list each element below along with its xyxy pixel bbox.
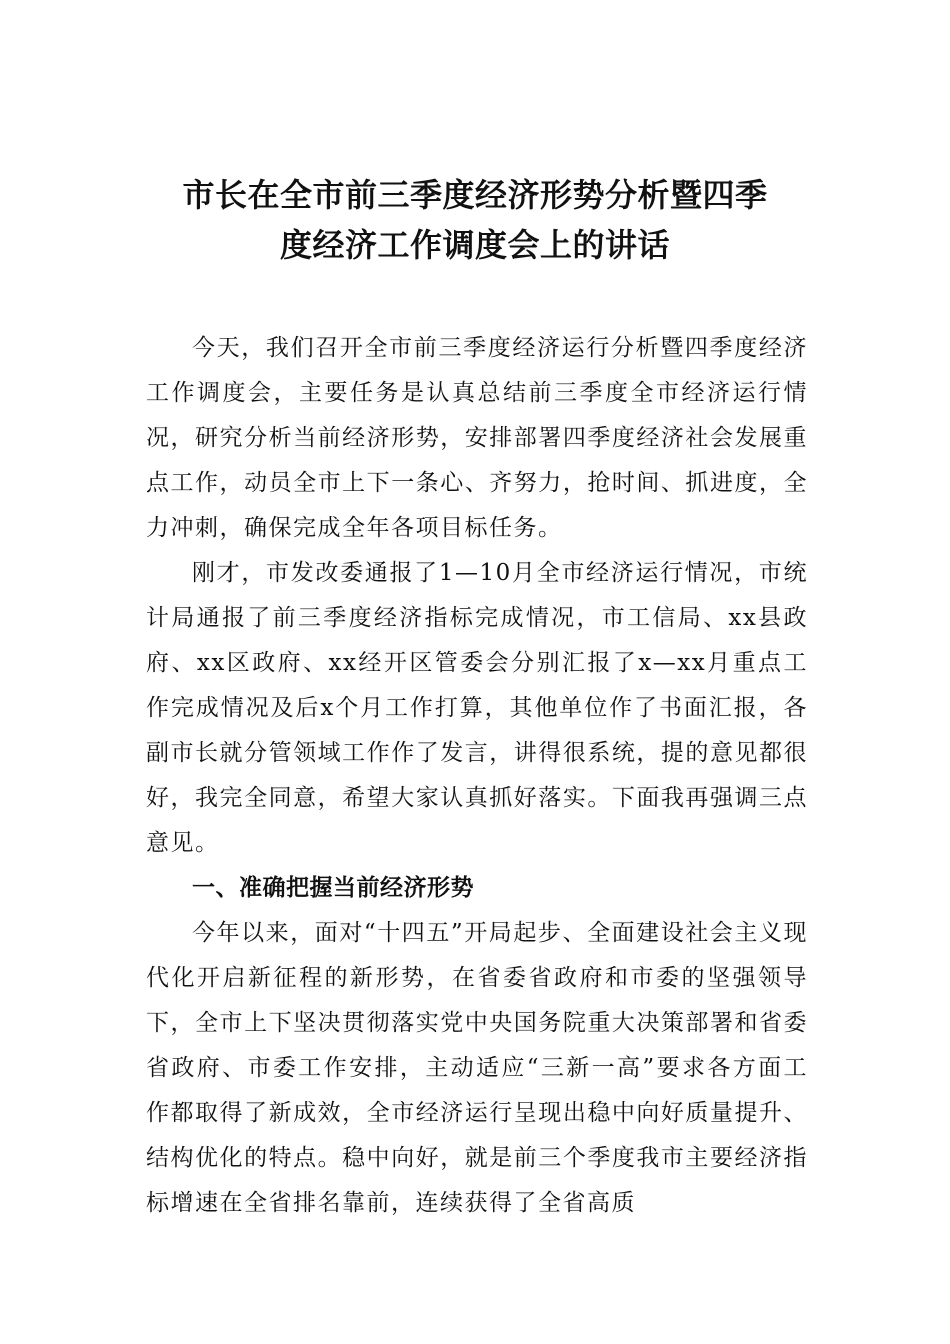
- document-title: [120, 170, 830, 270]
- paragraph-section-1: 今年以来，面对“十四五”开局起步、全面建设社会主义现代化开启新征程的新形势，在省委省政府和市委的坚强领导下，全市上下坚决贯彻落实党中央国务院重大决策部署和省委省政府、市委工作安排，主动适应“三新一高”要求各方面工作都取得了新成效，全市经济运行呈现出稳中向好质量提升、结构优化的特点。稳中向好，就是前三个季度我市主要经济指标增速在全省排名靠前，连续获得了全省高质: [146, 920, 808, 1216]
- section-heading-1: 一、准确把握当前经济形势: [192, 875, 474, 901]
- paragraph-reports: 刚才，市发改委通报了1—10月全市经济运行情况，市统计局通报了前三季度经济指标完成情况，市工信局、xx县政府、xx区政府、xx经开区管委会分别汇报了x—xx月重点工作完成情况及后x个月工作打算，其他单位作了书面汇报，各副市长就分管领域工作作了发言，讲得很系统，提的意见都很好，我完全同意，希望大家认真抓好落实。下面我再强调三点意见。: [146, 560, 808, 856]
- document-body: [146, 326, 808, 1226]
- title-line-2: 度经济工作调度会上的讲话: [279, 226, 670, 264]
- title-line-1: 市长在全市前三季度经济形势分析暨四季: [182, 176, 768, 214]
- paragraph-intro: 今天，我们召开全市前三季度经济运行分析暨四季度经济工作调度会，主要任务是认真总结前三季度全市经济运行情况，研究分析当前经济形势，安排部署四季度经济社会发展重点工作，动员全市上下一条心、齐努力，抢时间、抓进度，全力冲刺，确保完成全年各项目标任务。: [146, 335, 808, 541]
